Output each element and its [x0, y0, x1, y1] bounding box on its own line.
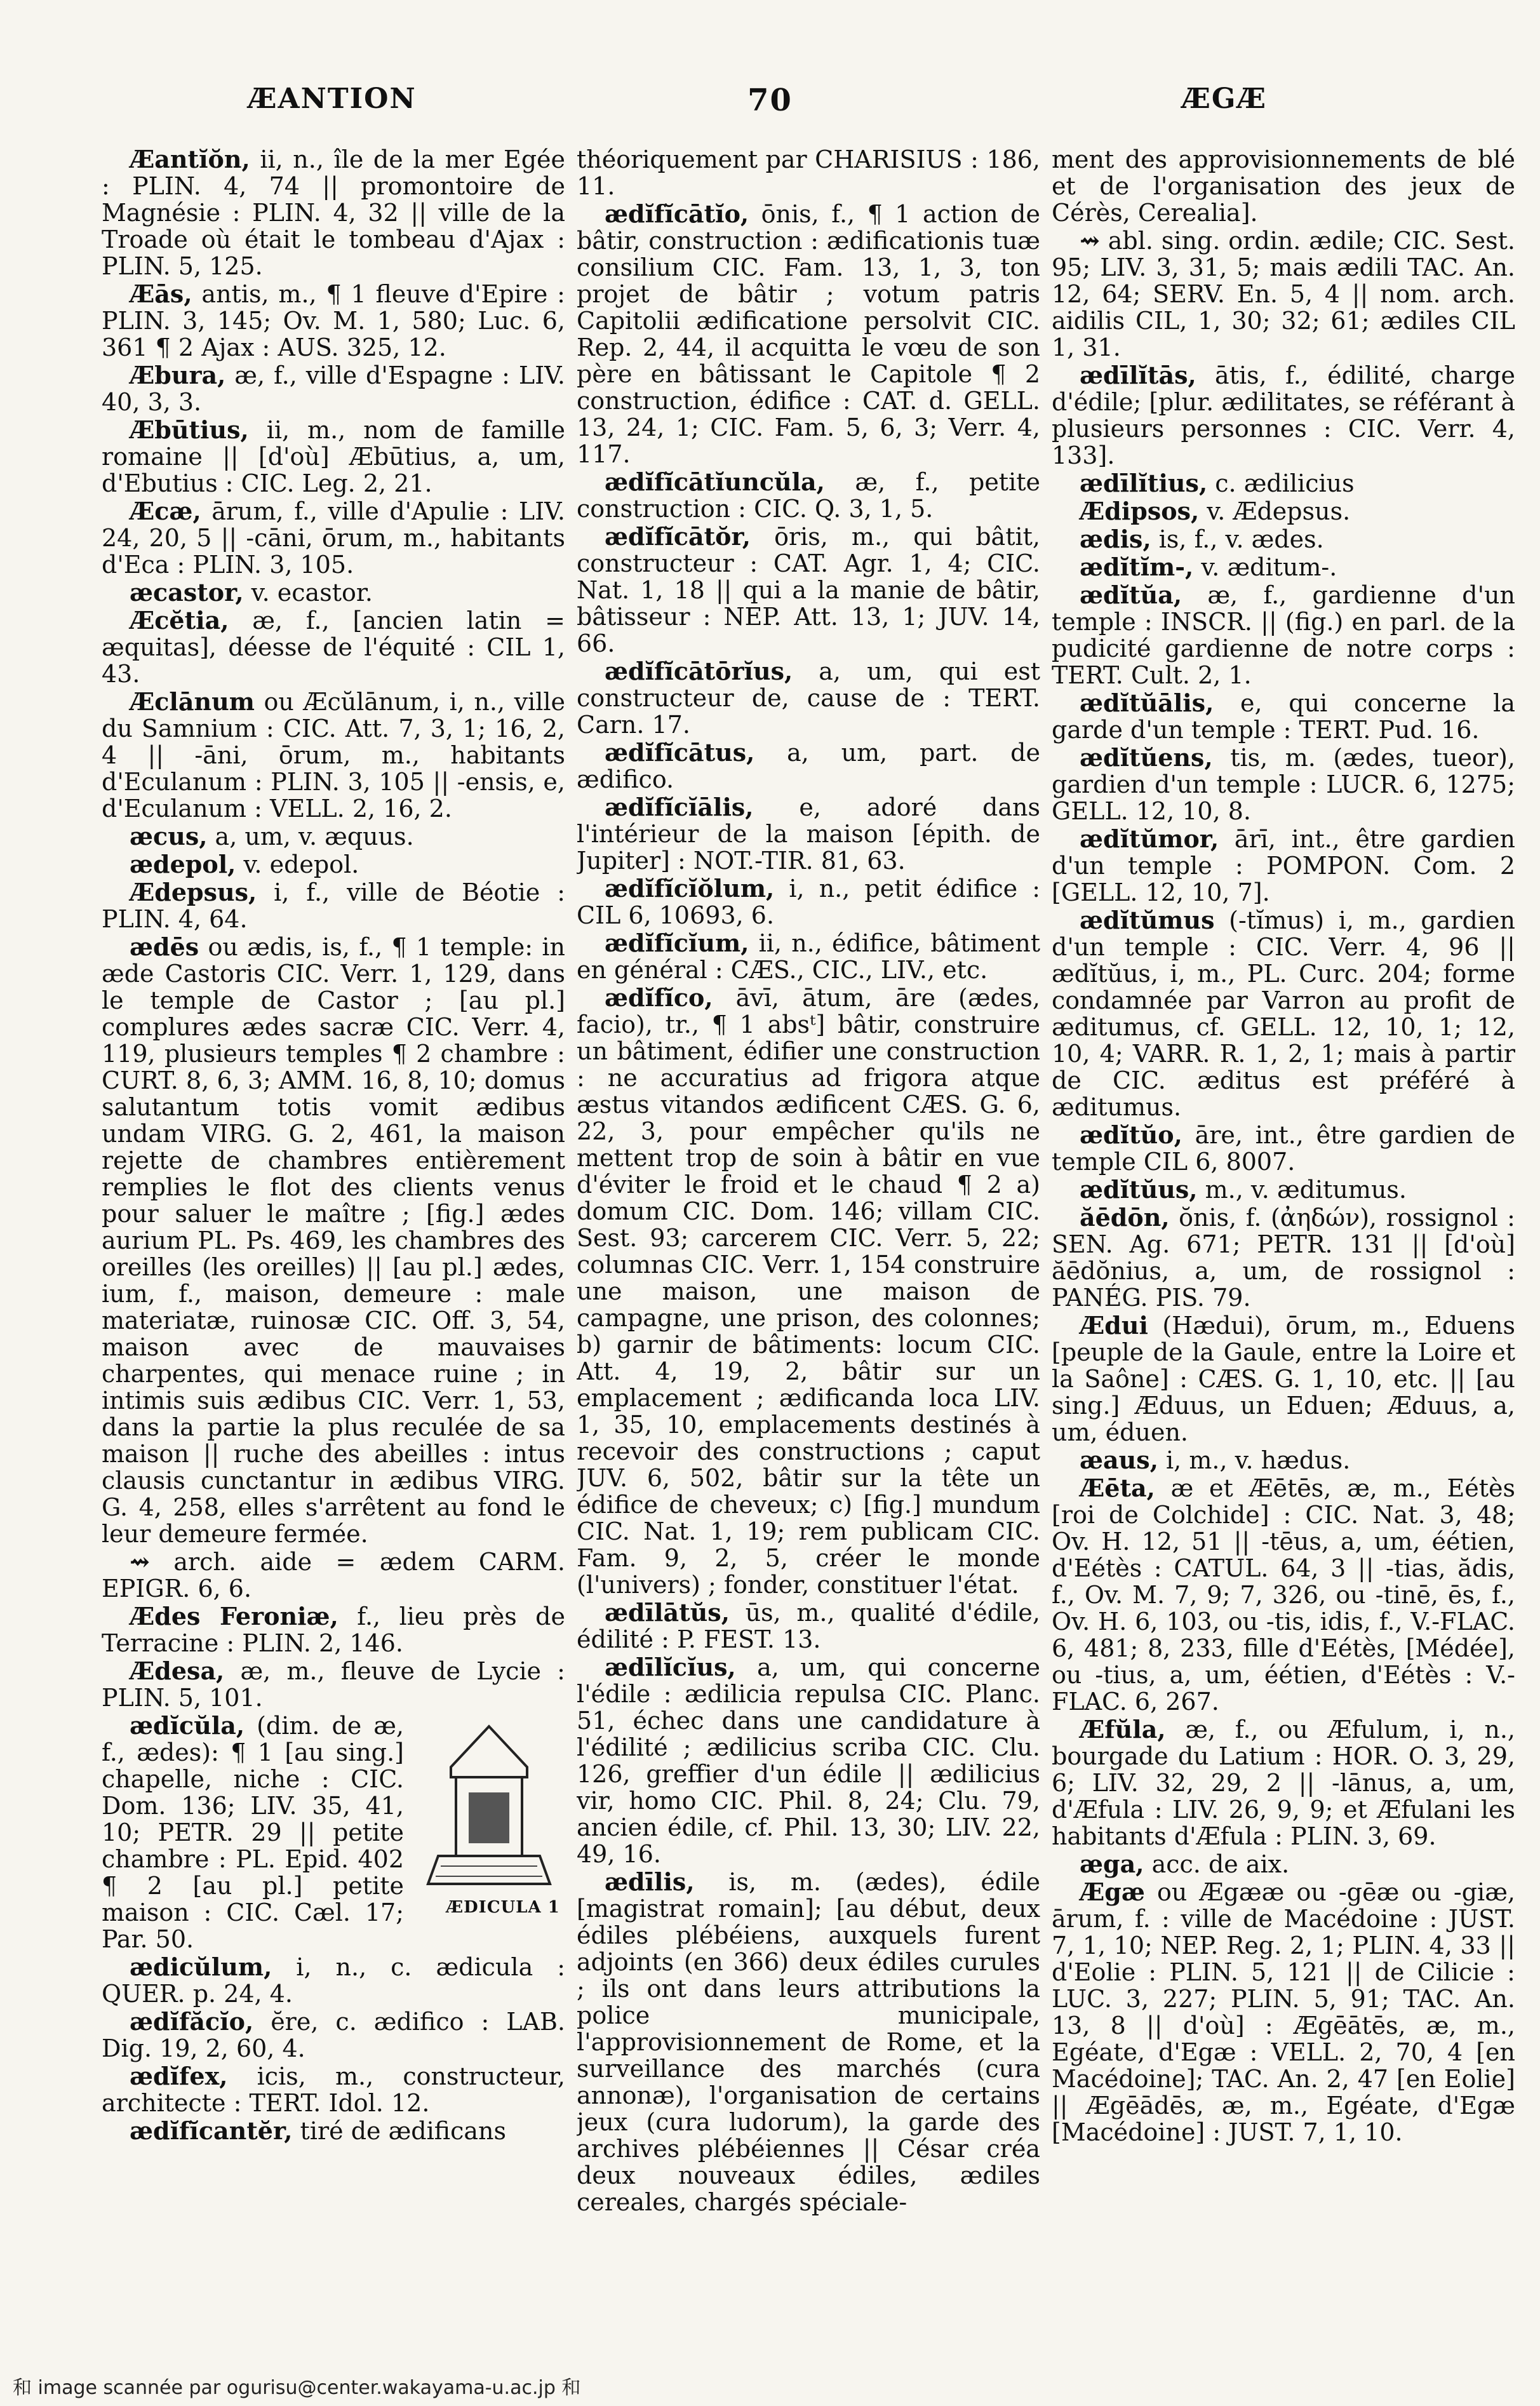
definition: f., lieu près de Terracine : PLIN. 2, 146. — [102, 1603, 565, 1657]
definition: i, n., petit édifice : CIL 6, 10693, 6. — [577, 875, 1040, 929]
page-header — [95, 83, 1445, 133]
definition: āre, int., être gardien de temple CIL 6, 8007. — [1052, 1121, 1515, 1176]
definition: ātis, f., édilité, charge d'édile; [plur. ædilitates, se référant à plusieurs personnes : CIC. Verr. 4, 133]. — [1052, 361, 1515, 469]
headword: Ædesa, — [130, 1657, 225, 1685]
headword: Æcĕtia, — [130, 606, 229, 635]
definition: ārum, f., ville d'Apulie : LIV. 24, 20, 5 || -cāni, ōrum, m., habitants d'Eca : PLIN. 3, 105. — [102, 497, 565, 579]
headword: Ædui — [1080, 1311, 1148, 1340]
definition: æ et Æētēs, æ, m., Eétès [roi de Colchide] : CIC. Nat. 3, 48; Ov. H. 12, 51 || -tēus, a, um, éétien, d'Eétès : CATUL. 64, 3 || -tias, ădis, f., Ov. M. 7, 9; 7, 326, ou -tinē, ēs, f., Ov. H. 6, 103, ou -tis, idis, f., V.-FLAC. 6, 481; 8, 233, fille d'Eétès, [Médée], ou -tius, a, um, éétien, d'Eétès : V.-FLAC. 6, 267. — [1052, 1474, 1515, 1716]
column-2 — [577, 146, 1040, 2318]
definition: (-tĭmus) i, m., gardien d'un temple : CIC. Verr. 4, 96 || ædĭtŭus, i, m., PL. Curc. 204; forme condamnée par Varron au profit de æditumus, cf. GELL. 12, 10, 1; 12, 10, 4; VARR. R. 1, 2, 1; mais à partir de CIC. æditus est préféré à æditumus. — [1052, 906, 1515, 1121]
headword: æcastor, — [130, 578, 244, 607]
dictionary-entry — [102, 417, 565, 497]
dictionary-entry — [102, 1712, 565, 1952]
dictionary-entry — [1052, 1475, 1515, 1715]
definition: æ, f., petite construction : CIC. Q. 3, 1, 5. — [577, 468, 1040, 523]
headword: ædĭtŭo, — [1080, 1120, 1182, 1149]
headword: ædĭcŭla, — [130, 1711, 245, 1740]
headword: ædĭfĭcĭŏlum, — [605, 874, 775, 903]
headword: ædĭfĭcātōrĭus, — [605, 657, 793, 685]
definition: antis, m., ¶ 1 fleuve d'Epire : PLIN. 3, 145; Ov. M. 1, 580; Luc. 6, 361 ¶ 2 Ajax : AUS. 325, 12. — [102, 280, 565, 361]
dictionary-entry — [102, 362, 565, 415]
dictionary-entry — [577, 985, 1040, 1598]
headword: ⇝ — [130, 1547, 150, 1576]
definition: ūs, m., qualité d'édile, édilité : P. FEST. 13. — [577, 1599, 1040, 1653]
definition: a, um, v. æquus. — [207, 823, 414, 850]
dictionary-entry — [1052, 1716, 1515, 1850]
headword: ædicŭlum, — [130, 1952, 272, 1981]
dictionary-entry — [577, 523, 1040, 657]
dictionary-entry — [577, 469, 1040, 522]
headword: Ædepsus, — [130, 878, 257, 906]
definition: m., v. æditumus. — [1197, 1176, 1407, 1204]
headword: Ægæ — [1080, 1878, 1145, 1906]
definition: ĕre, c. ædifico : LAB. Dig. 19, 2, 60, 4. — [102, 2008, 565, 2062]
headword: Æfŭla, — [1080, 1715, 1166, 1744]
headword: ædĭtŭens, — [1080, 743, 1213, 772]
definition: is, f., v. ædes. — [1151, 525, 1324, 553]
dictionary-entry — [577, 739, 1040, 793]
headword: Æclānum — [130, 687, 255, 716]
headword: ædĭfĭcĭum, — [605, 929, 749, 957]
headword: ædĭtŭus, — [1080, 1175, 1198, 1204]
definition: (dim. de æ, f., ædes): ¶ 1 [au sing.] chapelle, niche : CIC. Dom. 136; LIV. 35, 41, 10; PETR. 29 || petite chambre : PL. Epid. 402 ¶ 2 [au pl.] petite maison : CIC. Cæl. 17; Par. 50. — [102, 1712, 404, 1953]
dictionary-entry — [102, 146, 565, 279]
dictionary-entry — [577, 1869, 1040, 2215]
definition: c. ædilicius — [1207, 469, 1355, 497]
dictionary-entry — [1052, 227, 1515, 361]
headword: ædĭfĭcātus, — [605, 738, 755, 767]
definition: e, adoré dans l'intérieur de la maison [épith. de Jupiter] : NOT.-TIR. 81, 63. — [577, 793, 1040, 875]
definition: æ, f., ville d'Espagne : LIV. 40, 3, 3. — [102, 361, 565, 416]
headword: ædĭfex, — [130, 2062, 228, 2090]
headword: ædīlis, — [605, 1867, 695, 1896]
definition: ii, n., édifice, bâtiment en général : CÆS., CIC., LIV., etc. — [577, 929, 1040, 984]
definition: v. æditum-. — [1193, 553, 1337, 581]
definition: æ, f., [ancien latin = æquitas], déesse de l'équité : CIL 1, 43. — [102, 607, 565, 688]
definition: v. Ædepsus. — [1199, 497, 1351, 525]
headword: ædēs — [130, 932, 199, 961]
definition: théoriquement par CHARISIUS : 186, 11. — [577, 146, 1040, 200]
headword: ædīlĭtius, — [1080, 469, 1208, 497]
dictionary-entry — [1052, 554, 1515, 581]
dictionary-entry — [1052, 1447, 1515, 1474]
definition: v. edepol. — [236, 850, 359, 878]
column-3 — [1052, 146, 1515, 2318]
dictionary-columns — [102, 146, 1530, 2318]
headword: Æās, — [130, 279, 192, 308]
dictionary-entry — [102, 1603, 565, 1657]
definition: i, f., ville de Béotie : PLIN. 4, 64. — [102, 878, 565, 933]
definition: abl. sing. ordin. ædile; CIC. Sest. 95; LIV. 3, 31, 5; mais ædili TAC. An. 12, 64; SERV. En. 5, 4 || nom. arch. aidilis CIL, 1, 30; 32; 61; ædiles CIL 1, 31. — [1052, 227, 1515, 361]
headword: ædĭtŭālis, — [1080, 689, 1214, 717]
definition: tiré de ædificans — [292, 2117, 507, 2145]
headword: ædĭtĭm-, — [1080, 553, 1194, 581]
dictionary-entry — [102, 1549, 565, 1602]
headword: ædĭfĭco, — [605, 983, 713, 1012]
running-head-right: ÆGÆ — [1181, 83, 1267, 115]
definition: a, um, qui concerne l'édile : ædilicia repulsa CIC. Planc. 51, échec dans une candidature à l'édilité ; ædilicius scriba CIC. Clu. 126, greffier d'un édile || ædilicius vir, homo CIC. Phil. 8, 24; Clu. 79, ancien édile, cf. Phil. 13, 30; LIV. 22, 49, 16. — [577, 1653, 1040, 1868]
definition: ment des approvisionnements de blé et de l'organisation des jeux de Cérès, Cerealia]. — [1052, 146, 1515, 227]
aedicula-illustration — [413, 1716, 565, 1919]
dictionary-entry — [102, 851, 565, 878]
headword: ædĭfĭcātŏr, — [605, 522, 751, 551]
headword: Æbura, — [130, 361, 226, 389]
definition: e, qui concerne la garde d'un temple : TERT. Pud. 16. — [1052, 689, 1515, 744]
definition: ou Æcŭlānum, i, n., ville du Samnium : CIC. Att. 7, 3, 1; 16, 2, 4 || -āni, ōrum, m., habitants d'Eculanum : PLIN. 3, 105 || -ensis, e, d'Eculanum : VELL. 2, 16, 2. — [102, 688, 565, 823]
headword: æaus, — [1080, 1446, 1158, 1474]
shrine-drawing-icon — [413, 1716, 565, 1894]
definition: tis, m. (ædes, tueor), gardien d'un temple : LUCR. 6, 1275; GELL. 12, 10, 8. — [1052, 744, 1515, 825]
headword: ædĭfĭcātĭo, — [605, 199, 749, 228]
definition: arch. aide = ædem CARM. EPIGR. 6, 6. — [102, 1548, 565, 1603]
headword: Æantĭŏn, — [130, 146, 250, 173]
headword: ædīlĭtās, — [1080, 361, 1196, 389]
dictionary-entry — [102, 2118, 565, 2144]
dictionary-entry — [1052, 498, 1515, 525]
dictionary-entry — [577, 1599, 1040, 1653]
headword: Ædes Feroniæ, — [130, 1602, 338, 1630]
definition: æ, m., fleuve de Lycie : PLIN. 5, 101. — [102, 1657, 565, 1712]
headword: ædĭfĭcĭālis, — [605, 793, 754, 821]
definition: is, m. (ædes), édile [magistrat romain]; [au début, deux édiles plébéiens, auxquels furent adjoints (en 366) deux édiles curules ; ils ont dans leurs attributions la police municipale, l'approvisionnement de Rome, et la surveillance des marchés (cura annonæ), l'organisation de certains jeux (cura ludorum), la garde des archives plébéiennes || César créa deux nouveaux édiles, ædiles cereales, chargés spéciale- — [577, 1868, 1040, 2216]
definition: ou Ægææ ou -gēæ ou -giæ, ārum, f. : ville de Macédoine : JUST. 7, 1, 10; NEP. Reg. 2, 1; PLIN. 4, 33 || d'Eolie : PLIN. 5, 121 || de Cilicie : LUC. 3, 227; PLIN. 5, 91; TAC. An. 13, 8 || d'où] : Ægēātēs, æ, m., Egéate, d'Egæ : VELL. 2, 70, 4 [en Macédoine]; TAC. An. 2, 47 [en Eolie] || Ægēādēs, æ, m., Egéate, d'Egæ [Macédoine] : JUST. 7, 1, 10. — [1052, 1878, 1515, 2146]
dictionary-entry — [577, 658, 1040, 738]
headword: ædīlātŭs, — [605, 1598, 730, 1627]
definition: æ, f., gardienne d'un temple : INSCR. || (fig.) en parl. de la pudicité gardienne de notre corps : TERT. Cult. 2, 1. — [1052, 581, 1515, 689]
definition: icis, m., constructeur, architecte : TERT. Idol. 12. — [102, 2062, 565, 2117]
dictionary-entry — [1052, 1176, 1515, 1203]
headword: Æcæ, — [130, 497, 201, 525]
page-number: 70 — [747, 83, 793, 118]
dictionary-entry — [102, 2063, 565, 2116]
dictionary-entry — [102, 1658, 565, 1711]
definition: acc. de aix. — [1144, 1850, 1290, 1878]
dictionary-entry — [1052, 1204, 1515, 1311]
dictionary-entry — [577, 201, 1040, 467]
dictionary-entry — [577, 146, 1040, 199]
headword: Æēta, — [1080, 1474, 1155, 1502]
headword: ædepol, — [130, 850, 236, 878]
dictionary-entry — [102, 689, 565, 822]
definition: a, um, qui est constructeur de, cause de : TERT. Carn. 17. — [577, 657, 1040, 739]
headword: ædīlĭcĭus, — [605, 1653, 736, 1681]
definition: ŏnis, f. (ἀηδών), rossignol : SEN. Ag. 671; PETR. 131 || [d'où] ăēdŏnius, a, um, de rossignol : PANÉG. PIS. 79. — [1052, 1204, 1515, 1312]
definition: ōnis, f., ¶ 1 action de bâtir, construction : ædificationis tuæ consilium CIC. Fam. 13, 1, 3, ton projet de bâtir ; votum patris Capitolii ædificatione persolvit CIC. Rep. 2, 44, il acquitta le vœu de son père en bâtissant le Capitole ¶ 2 construction, édifice : CAT. d. GELL. 13, 24, 1; CIC. Fam. 5, 6, 3; Verr. 4, 117. — [577, 200, 1040, 468]
running-head-left: ÆANTION — [248, 83, 417, 115]
dictionary-entry — [1052, 744, 1515, 824]
definition: v. ecastor. — [243, 579, 373, 607]
definition: i, m., v. hædus. — [1158, 1446, 1351, 1474]
definition: ii, m., nom de famille romaine || [d'où] Æbūtius, a, um, d'Ebutius : CIC. Leg. 2, 21. — [102, 416, 565, 497]
definition: i, n., c. ædicula : QUER. p. 24, 4. — [102, 1953, 565, 2008]
dictionary-entry — [1052, 146, 1515, 226]
definition: æ, f., ou Æfulum, i, n., bourgade du Latium : HOR. O. 3, 29, 6; LIV. 32, 29, 2 || -lānus, a, um, d'Æfula : LIV. 26, 9, 9; et Æfulani les habitants d'Æfula : PLIN. 3, 69. — [1052, 1716, 1515, 1850]
definition: a, um, part. de ædifico. — [577, 739, 1040, 793]
headword: æga, — [1080, 1850, 1144, 1878]
dictionary-entry — [1052, 1312, 1515, 1446]
dictionary-entry — [1052, 1879, 1515, 2146]
dictionary-entry — [102, 934, 565, 1547]
dictionary-entry — [1052, 526, 1515, 553]
dictionary-entry — [102, 281, 565, 361]
dictionary-entry — [102, 498, 565, 578]
headword: ædis, — [1080, 525, 1151, 553]
headword: ædĭfĭcātĭuncŭla, — [605, 467, 825, 496]
definition: ōris, m., qui bâtit, constructeur : CAT. Agr. 1, 4; CIC. Nat. 1, 18 || qui a la manie de bâtir, bâtisseur : NEP. Att. 13, 1; JUV. 14, 66. — [577, 523, 1040, 657]
scan-credit: 和 image scannée par ogurisu@center.wakayama-u.ac.jp 和 — [13, 2377, 581, 2399]
headword: ædĭtŭmus — [1080, 906, 1215, 934]
headword: ædĭtŭmor, — [1080, 824, 1219, 853]
dictionary-entry — [1052, 907, 1515, 1120]
definition: āvī, ātum, āre (ædes, facio), tr., ¶ 1 absᵗ] bâtir, construire un bâtiment, édifier une construction : ne accuratius ad frigora atque æstus vitandos ædificent CÆS. G. 6, 22, 3, pour empêcher qu'ils ne mettent trop de soin à bâtir en vue d'éviter le froid et le chaud ¶ 2 a) domum CIC. Dom. 146; villam CIC. Sest. 93; carcerem CIC. Verr. 5, 22; columnas CIC. Verr. 1, 154 construire une maison, une maison de campagne, une prison, des colonnes; b) garnir de bâtiments: locum CIC. Att. 4, 19, 2, bâtir sur un emplacement ; ædificanda loca LIV. 1, 35, 10, emplacements destinés à recevoir des constructions ; caput JUV. 6, 502, bâtir sur la tête un édifice de cheveux; c) [fig.] mundum CIC. Nat. 1, 19; rem publicam CIC. Fam. 9, 2, 5, créer le monde (l'univers) ; fonder, constituer l'état. — [577, 984, 1040, 1599]
headword: ædĭfĭcantĕr, — [130, 2116, 293, 2145]
dictionary-entry — [102, 879, 565, 932]
dictionary-entry — [577, 930, 1040, 983]
headword: ăēdōn, — [1080, 1203, 1170, 1232]
headword: æcus, — [130, 822, 208, 850]
dictionary-entry — [577, 875, 1040, 929]
headword: Ædipsos, — [1080, 497, 1200, 525]
definition: ou ædis, is, f., ¶ 1 temple: in æde Castoris CIC. Verr. 1, 129, dans le temple de Castor ; [au pl.] complures ædes sacræ CIC. Verr. 4, 119, plusieurs temples ¶ 2 chambre : CURT. 8, 6, 3; AMM. 16, 8, 10; domus salutantum totis vomit ædibus undam VIRG. G. 2, 461, la maison rejette de chambres entièrement remplies le flot des clients venus pour saluer le maître ; [fig.] ædes aurium PL. Ps. 469, les chambres des oreilles (les oreilles) || [au pl.] ædes, ium, f., maison, demeure : male materiatæ, ruinosæ CIC. Off. 3, 54, maison avec de mauvaises charpentes, qui menace ruine ; in intimis suis ædibus CIC. Verr. 1, 53, dans la partie la plus reculée de sa maison || ruche des abeilles : intus clausis cunctantur in ædibus VIRG. G. 4, 258, elles s'arrêtent au fond le leur demeure fermée. — [102, 933, 565, 1548]
dictionary-entry — [102, 1954, 565, 2007]
definition: ārī, int., être gardien d'un temple : POMPON. Com. 2 [GELL. 12, 10, 7]. — [1052, 825, 1515, 906]
dictionary-entry — [1052, 826, 1515, 906]
dictionary-entry — [1052, 1122, 1515, 1175]
dictionary-entry — [1052, 690, 1515, 743]
column-1 — [102, 146, 565, 2318]
dictionary-entry — [102, 823, 565, 850]
dictionary-entry — [577, 1654, 1040, 1867]
dictionary-entry — [102, 579, 565, 606]
definition: ii, n., île de la mer Egée : PLIN. 4, 74 || promontoire de Magnésie : PLIN. 4, 32 || ville de la Troade où était le tombeau d'Ajax : PLIN. 5, 125. — [102, 146, 565, 280]
figure-caption: ÆDICULA 1 — [446, 1898, 560, 1917]
definition: (Hædui), ōrum, m., Eduens [peuple de la Gaule, entre la Loire et la Saône] : CÆS. G. 1, 10, etc. || [au sing.] Æduus, un Eduen; Æduus, a, um, éduen. — [1052, 1312, 1515, 1446]
headword: ædĭfăcĭo, — [130, 2007, 254, 2036]
dictionary-entry — [577, 794, 1040, 874]
dictionary-entry — [1052, 582, 1515, 689]
dictionary-entry — [1052, 362, 1515, 469]
headword: ⇝ — [1080, 226, 1100, 255]
dictionary-entry — [1052, 1851, 1515, 1878]
headword: ædĭtŭa, — [1080, 581, 1182, 609]
dictionary-entry — [102, 2008, 565, 2062]
dictionary-entry — [1052, 470, 1515, 497]
headword: Æbūtius, — [130, 415, 249, 444]
dictionary-entry — [102, 607, 565, 687]
